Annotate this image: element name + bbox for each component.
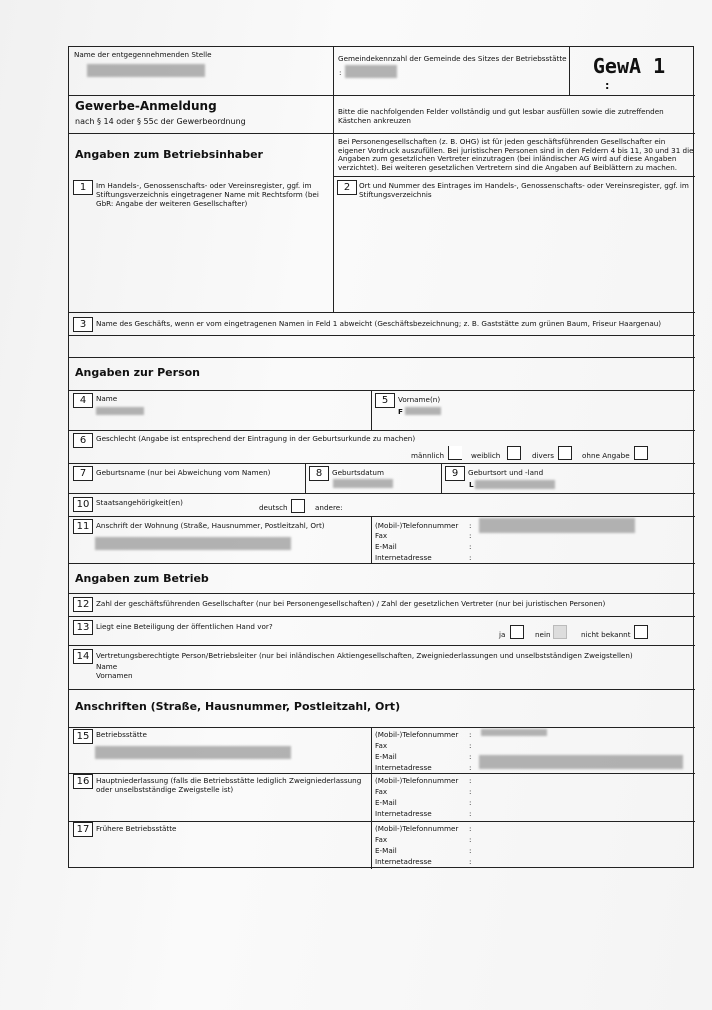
field-14-vorname-label: Vornamen — [96, 671, 133, 680]
prev-fax-sep: : — [469, 835, 472, 844]
biz-email-sep: : — [469, 752, 472, 761]
biz-tel-redacted — [481, 729, 547, 736]
field-8-number: 8 — [309, 466, 329, 481]
field-15-label: Betriebsstätte — [96, 730, 147, 739]
main-email-sep: : — [469, 798, 472, 807]
field-9-value-initial: L — [469, 480, 474, 489]
home-email-label: E-Mail — [375, 542, 397, 551]
field-10-number: 10 — [73, 497, 93, 512]
gender-diverse-label: divers — [532, 451, 554, 460]
instructions-text: Bitte die nachfolgenden Felder vollständig und gut lesbar ausfüllen sowie die zutreffenden Kästchen ankreuzen — [338, 107, 664, 125]
field-9-label: Geburtsort und -land — [468, 468, 544, 477]
home-web-label: Internetadresse — [375, 553, 432, 562]
field-17-number: 17 — [73, 822, 93, 837]
prev-email-label: E-Mail — [375, 846, 397, 855]
field-5-value-initial: F — [398, 407, 403, 416]
nationality-german-checkbox[interactable] — [291, 499, 305, 513]
field-1-number: 1 — [73, 180, 93, 195]
home-address-redacted — [95, 537, 291, 550]
nationality-german-label: deutsch — [259, 503, 288, 512]
public-no-checkbox[interactable] — [553, 625, 567, 639]
vorname-value-redacted — [405, 407, 441, 415]
gender-none-checkbox[interactable] — [634, 446, 648, 460]
field-9-number: 9 — [445, 466, 465, 481]
prev-web-label: Internetadresse — [375, 857, 432, 866]
field-15-number: 15 — [73, 729, 93, 744]
field-11-number: 11 — [73, 519, 93, 534]
field-10-label: Staatsangehörigkeit(en) — [96, 498, 183, 507]
main-tel-label: (Mobil-)Telefonnummer — [375, 776, 459, 785]
gewerbe-anmeldung-form — [68, 46, 694, 868]
main-tel-sep: : — [469, 776, 472, 785]
home-fax-sep: : — [469, 531, 472, 540]
field-12-number: 12 — [73, 597, 93, 612]
form-code: GewA 1 — [592, 54, 666, 78]
public-yes-label: ja — [499, 630, 506, 639]
field-14-number: 14 — [73, 649, 93, 664]
biz-web-label: Internetadresse — [375, 763, 432, 772]
home-tel-sep: : — [469, 521, 472, 530]
name-value-redacted — [96, 407, 144, 415]
prev-web-sep: : — [469, 857, 472, 866]
home-web-sep: : — [469, 553, 472, 562]
field-6-label: Geschlecht (Angabe ist entsprechend der Eintragung in der Geburtsurkunde zu machen) — [96, 434, 416, 443]
birthplace-redacted — [475, 480, 555, 489]
biz-tel-label: (Mobil-)Telefonnummer — [375, 730, 459, 739]
field-4-number: 4 — [73, 393, 93, 408]
home-tel-redacted — [479, 518, 635, 533]
business-address-redacted — [95, 746, 291, 759]
gender-female-label: weiblich — [471, 451, 501, 460]
field-17-label: Frühere Betriebsstätte — [96, 824, 177, 833]
prev-tel-sep: : — [469, 824, 472, 833]
prev-email-sep: : — [469, 846, 472, 855]
section-business-heading: Angaben zum Betrieb — [75, 572, 209, 585]
field-16-label: Hauptniederlassung (falls die Betriebsstätte lediglich Zweigniederlassung oder unselbstständige Zweigstelle ist) — [96, 776, 362, 794]
gender-diverse-checkbox[interactable] — [558, 446, 572, 460]
field-2-number: 2 — [337, 180, 357, 195]
gemeinde-label: Gemeindekennzahl der Gemeinde des Sitzes der Betriebsstätte — [338, 54, 567, 63]
field-8-label: Geburtsdatum — [332, 468, 384, 477]
field-14-label: Vertretungsberechtigte Person/Betriebsleiter (nur bei inländischen Aktiengesellschaften, Zweigniederlassungen und unselbstständigen Zweigstellen) — [96, 651, 633, 660]
home-email-sep: : — [469, 542, 472, 551]
biz-email-redacted — [479, 755, 683, 769]
gender-male-label: männlich — [411, 451, 445, 460]
main-email-label: E-Mail — [375, 798, 397, 807]
biz-tel-sep: : — [469, 730, 472, 739]
section-addresses-heading: Anschriften (Straße, Hausnummer, Postleitzahl, Ort) — [75, 700, 401, 713]
biz-email-label: E-Mail — [375, 752, 397, 761]
gender-none-label: ohne Angabe — [582, 451, 630, 460]
field-5-number: 5 — [375, 393, 395, 408]
field-5-label: Vorname(n) — [398, 395, 441, 404]
field-13-label: Liegt eine Beteiligung der öffentlichen Hand vor? — [96, 622, 273, 631]
prev-fax-label: Fax — [375, 835, 388, 844]
field-7-number: 7 — [73, 466, 93, 481]
section-person-heading: Angaben zur Person — [75, 366, 201, 379]
birthdate-redacted — [333, 479, 393, 488]
field-3-number: 3 — [73, 317, 93, 332]
field-12-label: Zahl der geschäftsführenden Gesellschafter (nur bei Personengesellschaften) / Zahl der gesetzlichen Vertreter (nur bei juristischen Personen) — [96, 599, 606, 608]
home-fax-label: Fax — [375, 531, 388, 540]
biz-fax-label: Fax — [375, 741, 388, 750]
field-6-number: 6 — [73, 433, 93, 448]
field-4-label: Name — [96, 394, 118, 403]
form-subtitle: nach § 14 oder § 55c der Gewerbeordnung — [75, 117, 246, 126]
public-unknown-label: nicht bekannt — [581, 630, 631, 639]
main-fax-sep: : — [469, 787, 472, 796]
main-fax-label: Fax — [375, 787, 388, 796]
biz-web-sep: : — [469, 763, 472, 772]
form-code-colon: : — [605, 79, 610, 92]
stelle-value-redacted — [87, 64, 205, 77]
stelle-label: Name der entgegennehmenden Stelle — [74, 50, 212, 59]
owner-note: Bei Personengesellschaften (z. B. OHG) ist für jeden geschäftsführenden Gesellschafter ein eigener Vordruck auszufüllen. Bei juristischen Personen sind in den Feldern 4 bis 11, 30 und 31 die Angaben zum gesetzlichen Vertreter einzutragen (bei inländischer AG wird auf diese Angaben verzichtet). Bei weiteren gesetzlichen Vertretern sind die Angaben auf Beiblättern zu machen. — [338, 137, 694, 172]
field-3-label: Name des Geschäfts, wenn er vom eingetragenen Namen in Feld 1 abweicht (Geschäftsbezeichnung; z. B. Gaststätte zum grünen Baum, Friseur Haargenau) — [96, 319, 662, 328]
public-yes-checkbox[interactable] — [510, 625, 524, 639]
public-no-label: nein — [535, 630, 551, 639]
home-tel-label: (Mobil-)Telefonnummer — [375, 521, 459, 530]
field-16-number: 16 — [73, 774, 93, 789]
gender-male-checkbox[interactable] — [448, 446, 462, 460]
field-7-label: Geburtsname (nur bei Abweichung vom Namen) — [96, 468, 271, 477]
main-web-label: Internetadresse — [375, 809, 432, 818]
field-1-label: Im Handels-, Genossenschafts- oder Vereinsregister, ggf. im Stiftungsverzeichnis eingetragener Name mit Rechtsform (bei GbR: Angabe der weiteren Gesellschafter) — [96, 181, 319, 208]
main-web-sep: : — [469, 809, 472, 818]
field-2-label: Ort und Nummer des Eintrages im Handels-, Genossenschafts- oder Vereinsregister, ggf. im Stiftungsverzeichnis — [359, 181, 689, 199]
section-owner-heading: Angaben zum Betriebsinhaber — [75, 148, 263, 161]
field-14-name-label: Name — [96, 662, 118, 671]
nationality-other-label: andere: — [315, 503, 343, 512]
public-unknown-checkbox[interactable] — [634, 625, 648, 639]
gemeinde-colon: : — [339, 68, 342, 77]
form-title: Gewerbe-Anmeldung — [75, 99, 217, 113]
gender-female-checkbox[interactable] — [507, 446, 521, 460]
prev-tel-label: (Mobil-)Telefonnummer — [375, 824, 459, 833]
gemeinde-value-redacted — [345, 65, 397, 78]
field-13-number: 13 — [73, 620, 93, 635]
biz-fax-sep: : — [469, 741, 472, 750]
field-11-label: Anschrift der Wohnung (Straße, Hausnummer, Postleitzahl, Ort) — [96, 521, 325, 530]
